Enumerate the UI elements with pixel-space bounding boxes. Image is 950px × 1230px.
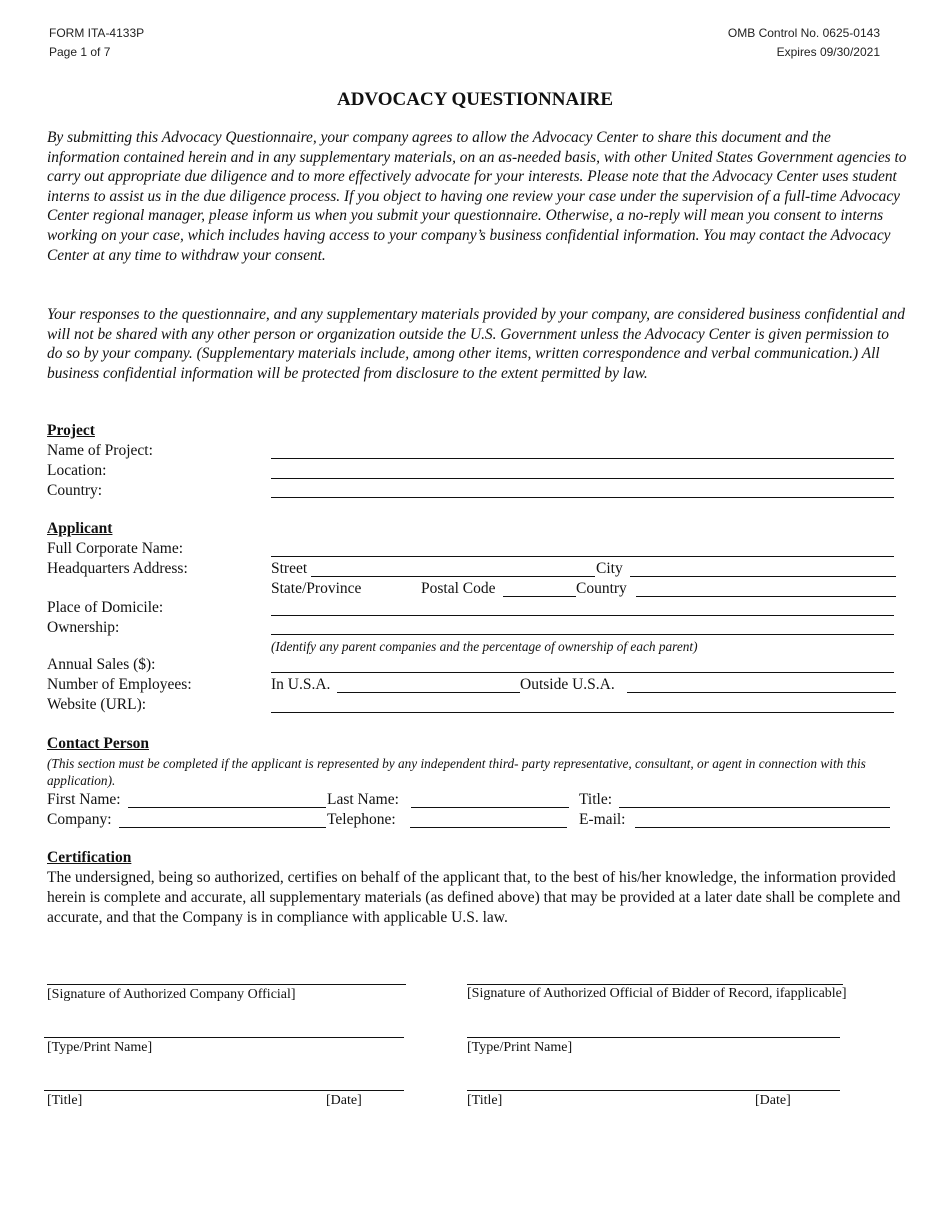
company-print-name-label: [Type/Print Name] xyxy=(47,1040,153,1055)
corporate-name-label: Full Corporate Name: xyxy=(47,540,184,557)
section-heading-applicant: Applicant xyxy=(47,520,113,537)
corporate-name-field[interactable] xyxy=(271,556,894,557)
postal-code-field[interactable] xyxy=(503,596,576,597)
section-heading-project: Project xyxy=(47,422,95,439)
city-label: City xyxy=(596,560,623,577)
contact-note: (This section must be completed if the applicant is represented by any independent third- party representative, consultant, or agent in connection with this application). xyxy=(47,756,866,788)
telephone-field[interactable] xyxy=(410,827,567,828)
project-country-label: Country: xyxy=(47,482,103,499)
address-country-label: Country xyxy=(576,580,627,597)
ownership-field[interactable] xyxy=(271,634,894,635)
project-location-label: Location: xyxy=(47,462,107,479)
section-heading-contact: Contact Person xyxy=(47,735,150,752)
bidder-date-label: [Date] xyxy=(755,1093,791,1108)
first-name-field[interactable] xyxy=(128,807,326,808)
email-label: E-mail: xyxy=(579,811,626,828)
outside-usa-label: Outside U.S.A. xyxy=(520,676,615,693)
certification-text: The undersigned, being so authorized, certifies on behalf of the applicant that, to the best of his/her knowledge, the information provided herein is complete and accurate, all supplementary materials (as defined above) that may be provided at a later date shall be complete and accurate, and that the Company is in compliance with applicable U.S. law. xyxy=(47,869,901,926)
postal-code-label: Postal Code xyxy=(421,580,496,597)
annual-sales-label: Annual Sales ($): xyxy=(47,656,156,673)
company-official-signature-label: [Signature of Authorized Company Official] xyxy=(47,987,296,1002)
project-location-field[interactable] xyxy=(271,478,894,479)
bidder-print-name-label: [Type/Print Name] xyxy=(467,1040,573,1055)
company-field[interactable] xyxy=(119,827,326,828)
bidder-print-name-field[interactable] xyxy=(467,1037,840,1038)
website-field[interactable] xyxy=(271,712,894,713)
section-heading-certification: Certification xyxy=(47,849,132,866)
intro-paragraph-confidentiality: Your responses to the questionnaire, and any supplementary materials provided by your company, are considered business confidential and will not be shared with any other person or organization outside the U.S. Government unless the Advocacy Center is given permission to do so by your company. (Supplementary materials include, among other items, written correspondence and verbal communication.) All business confidential information will be protected from disclosure to the extent permitted by law. xyxy=(47,306,905,382)
state-province-label: State/Province xyxy=(271,580,362,597)
project-name-field[interactable] xyxy=(271,458,894,459)
domicile-label: Place of Domicile: xyxy=(47,599,164,616)
last-name-label: Last Name: xyxy=(327,791,399,808)
telephone-label: Telephone: xyxy=(327,811,396,828)
contact-title-field[interactable] xyxy=(619,807,890,808)
last-name-field[interactable] xyxy=(411,807,569,808)
project-country-field[interactable] xyxy=(271,497,894,498)
page-title: ADVOCACY QUESTIONNAIRE xyxy=(336,89,614,110)
city-field[interactable] xyxy=(630,576,896,577)
domicile-field[interactable] xyxy=(271,615,894,616)
first-name-label: First Name: xyxy=(47,791,121,808)
employees-outside-usa-field[interactable] xyxy=(627,692,896,693)
ownership-hint: (Identify any parent companies and the percentage of ownership of each parent) xyxy=(271,639,698,654)
bidder-title-date-field[interactable] xyxy=(467,1090,840,1091)
company-print-name-field[interactable] xyxy=(44,1037,404,1038)
company-date-label: [Date] xyxy=(326,1093,362,1108)
annual-sales-field[interactable] xyxy=(271,672,894,673)
company-title-label: [Title] xyxy=(47,1093,83,1108)
company-title-date-field[interactable] xyxy=(44,1090,404,1091)
project-name-label: Name of Project: xyxy=(47,442,153,459)
omb-control-number: OMB Control No. 0625-0143 xyxy=(727,26,880,40)
address-country-field[interactable] xyxy=(636,596,896,597)
contact-title-label: Title: xyxy=(579,791,613,808)
street-label: Street xyxy=(271,560,308,577)
in-usa-label: In U.S.A. xyxy=(271,676,331,693)
hq-address-label: Headquarters Address: xyxy=(47,560,188,577)
bidder-title-label: [Title] xyxy=(467,1093,503,1108)
email-field[interactable] xyxy=(635,827,890,828)
website-label: Website (URL): xyxy=(47,696,147,713)
employees-in-usa-field[interactable] xyxy=(337,692,520,693)
company-official-signature-field[interactable] xyxy=(47,984,406,985)
form-id: FORM ITA-4133P xyxy=(49,26,145,40)
employees-label: Number of Employees: xyxy=(47,676,192,693)
bidder-official-signature-label: [Signature of Authorized Official of Bidder of Record, ifapplicable] xyxy=(467,986,847,1001)
intro-paragraph-consent: By submitting this Advocacy Questionnaire, your company agrees to allow the Advocacy Center to share this document and the information contained herein and in any supplementary materials, on an as-needed basis, with other United States Government agencies to carry out appropriate due diligence and to more effectively advocate for your interests. Please note that the Advocacy Center uses student interns to assist us in the due diligence process. If you object to having one review your case under the supervision of a full-time Advocacy Center regional manager, please inform us when you submit your questionnaire. Otherwise, a no-reply will mean you consent to interns working on your case, which includes having access to your company’s business confidential information. You may contact the Advocacy Center at any time to withdraw your consent. xyxy=(47,129,907,264)
expiration-date: Expires 09/30/2021 xyxy=(776,45,880,59)
page-number: Page 1 of 7 xyxy=(49,45,111,59)
street-field[interactable] xyxy=(311,576,595,577)
company-label: Company: xyxy=(47,811,112,828)
bidder-official-signature-field[interactable] xyxy=(467,984,843,985)
ownership-label: Ownership: xyxy=(47,619,120,636)
